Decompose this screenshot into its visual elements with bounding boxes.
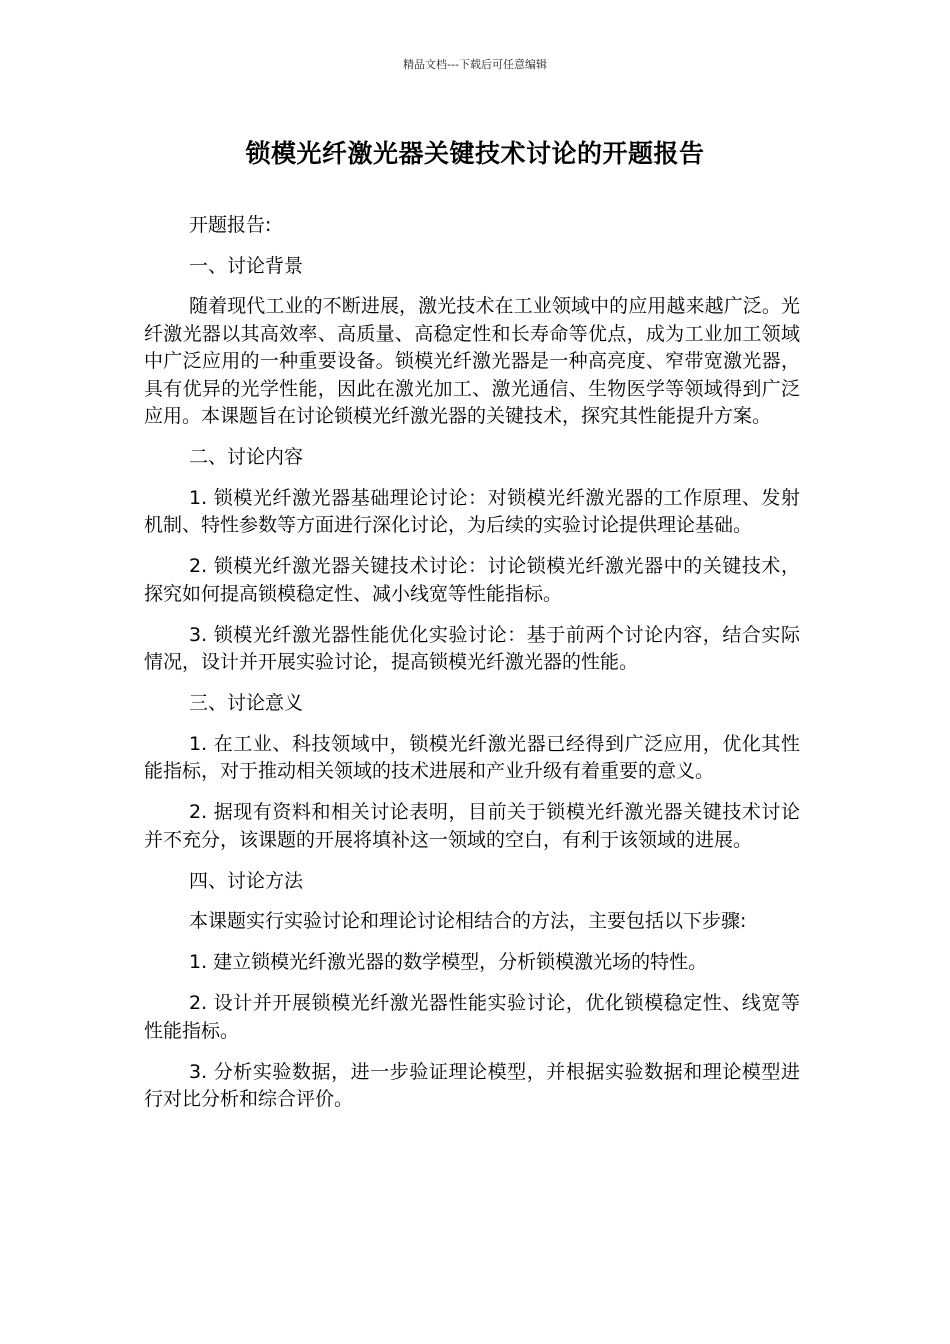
section-heading-background: 一、讨论背景 — [189, 254, 304, 277]
methods-step-1: 1. 建立锁模光纤激光器的数学模型，分析锁模激光场的特性。 — [189, 951, 708, 973]
section-heading-methods: 四、讨论方法 — [189, 869, 304, 892]
content-item-1: 1. 锁模光纤激光器基础理论讨论：对锁模光纤激光器的工作原理、发射机制、特性参数等方面进行深化讨论，为后续的实验讨论提供理论基础。 — [144, 486, 800, 536]
document-title: 锁模光纤激光器关键技术讨论的开题报告 — [245, 139, 705, 168]
paragraph-background: 随着现代工业的不断进展，激光技术在工业领域中的应用越来越广泛。光纤激光器以其高效率、高质量、高稳定性和长寿命等优点，成为工业加工领域中广泛应用的一种重要设备。锁模光纤激光器是一种高亮度、窄带宽激光器，具有优异的光学性能，因此在激光加工、激光通信、生物医学等领域得到广泛应用。本课题旨在讨论锁模光纤激光器的关键技术，探究其性能提升方案。 — [144, 295, 800, 427]
methods-step-2: 2. 设计并开展锁模光纤激光器性能实验讨论，优化锁模稳定性、线宽等性能指标。 — [144, 992, 800, 1042]
intro-label: 开题报告: — [189, 214, 272, 236]
section-heading-significance: 三、讨论意义 — [189, 692, 304, 714]
header-note: 精品文档---下载后可任意编辑 — [403, 58, 547, 71]
methods-step-3: 3. 分析实验数据，进一步验证理论模型，并根据实验数据和理论模型进行对比分析和综合评价。 — [144, 1060, 800, 1110]
methods-intro: 本课题实行实验讨论和理论讨论相结合的方法，主要包括以下步骤: — [189, 910, 747, 932]
significance-item-1: 1. 在工业、科技领域中，锁模光纤激光器已经得到广泛应用，优化其性能指标，对于推动相关领域的技术进展和产业升级有着重要的意义。 — [144, 732, 800, 782]
significance-item-2: 2. 据现有资料和相关讨论表明，目前关于锁模光纤激光器关键技术讨论并不充分，该课题的开展将填补这一领域的空白，有利于该领域的进展。 — [144, 801, 800, 851]
document-body — [144, 212, 800, 1127]
section-heading-content: 二、讨论内容 — [189, 446, 304, 468]
content-item-2: 2. 锁模光纤激光器关键技术讨论：讨论锁模光纤激光器中的关键技术，探究如何提高锁模稳定性、减小线宽等性能指标。 — [144, 555, 800, 605]
content-item-3: 3. 锁模光纤激光器性能优化实验讨论：基于前两个讨论内容，结合实际情况，设计并开展实验讨论，提高锁模光纤激光器的性能。 — [144, 623, 800, 673]
